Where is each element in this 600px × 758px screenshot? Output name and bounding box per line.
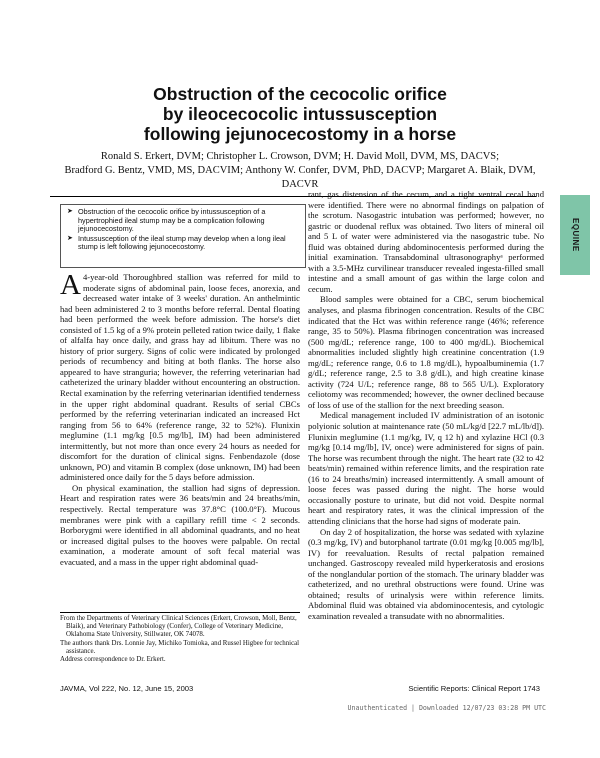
author-list bbox=[50, 150, 550, 192]
body-paragraph: Blood samples were obtained for a CBC, serum biochemical analyses, and plasma fibrinogen concentration. Results of the CBC indicated that the Hct was within reference range (46%; reference range, 35 to 50%). Plasma fibrinogen concentration was increased (500 mg/dL; reference range, 100 to 400 mg/dL). Biochemical abnormalities included slightly high creatinine concentration (1.9 mg/dL; reference range, 0.6 to 1.8 mg/dL), hypoalbuminemia (1.7 g/dL; reference range, 2.5 to 3.8 g/dL), and high creatine kinase activity (724 U/L; reference range, 88 to 565 U/L). Exploratory celiotomy was recommended; however, the owner declined because of loss of use of the stallion for the next breeding season. bbox=[308, 294, 544, 410]
summary-point bbox=[67, 235, 299, 252]
footnote-correspondence: Address correspondence to Dr. Erkert. bbox=[60, 656, 166, 664]
summary-point-text: Intussusception of the ileal stump may develop when a long ileal stump is left following jejunocecostomy. bbox=[78, 233, 286, 252]
article-title bbox=[60, 84, 540, 144]
download-watermark: Unauthenticated | Downloaded 12/07/23 03:28 PM UTC bbox=[347, 704, 546, 712]
body-paragraph: On day 2 of hospitalization, the horse was sedated with xylazine (0.3 mg/kg, IV) and butorphanol tartrate (0.01 mg/kg [0.005 mg/lb], IV) for reevaluation. Results of rectal palpation remained unchanged. Gastroscopy revealed mild hyperkeratosis and erosions of the nonglandular portion of the stomach. The urinary bladder was catheterized, and no urethral obstructions were found. Urine was obtained; results of urinalysis were within reference limits. Abdominal fluid was obtained via abdominocentesis, and cytologic examination revealed a transudate with no abnormalities. bbox=[308, 526, 544, 621]
summary-point bbox=[67, 208, 299, 234]
footnote-rule bbox=[60, 612, 300, 613]
section-tab-equine: EQUINE bbox=[560, 195, 590, 275]
title-line-2: by ileocecocolic intussusception bbox=[162, 104, 438, 124]
journal-citation: JAVMA, Vol 222, No. 12, June 15, 2003 bbox=[60, 684, 194, 693]
left-column bbox=[60, 269, 300, 567]
paragraph-text: 4-year-old Thoroughbred stallion was referred for mild to moderate signs of abdominal pain, loose feces, anorexia, and decreased water intake of 3 weeks' duration. An anthelmintic had been administered 2 to 3 months before referral. Dental floating had been performed the week before admission. The horse's diet consisted of 1.5 kg of a 9% protein pelleted ration twice daily, 1 flake of alfalfa hay once daily, and grass hay ad libitum. There was no history of prior surgery. Signs of colic were indicated by prolonged periods of recumbency and biting at both flanks. The horse also appeared to have stranguria; however, the referring veterinarian had catheterized the urinary bladder without encountering an obstruction. Rectal examination by the referring veterinarian identified tenderness in the upper right abdominal quadrant. Results of serial CBCs performed by the referring veterinarian indicated an increased Hct ranging from 56 to 64% (reference range, 32 to 52%). Flunixin meglumine (1.1 mg/kg [0.5 mg/lb], IM) had been administered intermittently, but not more than once every 24 hours as needed for discomfort for the duration of clinical signs. Fenbendazole (dose unknown, PO) and vitamin B complex (dose unknown, IM) had been administered once daily for the 5 days before admission. bbox=[60, 272, 300, 483]
summary-point-text: Obstruction of the cecocolic orifice by intussusception of a hypertrophied ileal stump may be a complication following jejunocecostomy. bbox=[78, 207, 266, 234]
right-column bbox=[308, 189, 544, 621]
footnote-acknowledgment: The authors thank Drs. Lonnie Jay, Michiko Tomioka, and Russel Higbee for technical assistance. bbox=[60, 639, 300, 655]
body-paragraph: On physical examination, the stallion had signs of depression. Heart and respiration rates were 36 beats/min and 24 breaths/min, respectively. Rectal temperature was 37.8°C (100.0°F). Mucous membranes were pink with a capillary refill time < 2 seconds. Borborygmi were identified in all abdominal quadrants, and no heat or increased digital pulses to the hooves were palpable. On rectal examination, a moderate amount of soft fecal material was evacuated, and a mass in the upper right abdominal quad- bbox=[60, 482, 300, 567]
page-section-and-number: Scientific Reports: Clinical Report 1743 bbox=[408, 684, 540, 693]
body-paragraph: Medical management included IV administration of an isotonic polyionic solution at maintenance rate (50 mL/kg/d [22.7 mL/lb/d]). Flunixin meglumine (1.1 mg/kg, IV, q 12 h) and xylazine HCl (0.3 mg/kg [0.14 mg/lb], IV, once) were administered for signs of pain. The horse was recumbent through the night. The heart rate (32 to 42 beats/min) remained within reference limits, and the respiration rate (16 to 24 breaths/min) increased intermittently. A small amount of loose feces was passed during the night. The horse would occasionally posture to urinate, but did not void. Despite normal heart and respiratory rates, it was the clinical impression of the attending clinicians that the horse had signs of moderate pain. bbox=[308, 410, 544, 526]
body-paragraph bbox=[60, 269, 300, 483]
footnote-affiliation: From the Departments of Veterinary Clinical Sciences (Erkert, Crowson, Moll, Bentz, Blaik), and Veterinary Pathobiology (Confer), College of Veterinary Medicine, Oklahoma State University, Stillwater, OK 74078. bbox=[60, 615, 297, 639]
arrow-bullet-icon: ➤ bbox=[67, 234, 73, 242]
title-line-1: Obstruction of the cecocolic orifice bbox=[153, 84, 447, 104]
summary-box bbox=[60, 204, 306, 268]
title-line-3: following jejunocecostomy in a horse bbox=[143, 124, 457, 144]
drop-cap: A bbox=[60, 269, 81, 301]
footnotes bbox=[60, 615, 300, 664]
authors-line-1: Ronald S. Erkert, DVM; Christopher L. Crowson, DVM; H. David Moll, DVM, MS, DACVS; bbox=[100, 151, 500, 162]
body-paragraph: rant, gas distension of the cecum, and a tight ventral cecal band were identified. There were no abnormal findings on palpation of the scrotum. Nasogastric intubation was performed; however, no gastric or duodenal reflux was obtained. Two liters of mineral oil and 5 L of water were administered via the nasogastric tube. No fluid was obtained during abdominocentesis performed during the initial examination. Transabdominal ultrasonographyᵃ performed with a 3.5-MHz curvilinear transducer revealed ingesta-filled small intestine and a small amount of gas within the large colon and cecum. bbox=[308, 189, 544, 294]
authors-line-2: Bradford G. Bentz, VMD, MS, DACVIM; Anthony W. Confer, DVM, PhD, DACVP; Margaret A. Blaik, DVM, DACVR bbox=[64, 165, 536, 190]
arrow-bullet-icon: ➤ bbox=[67, 208, 73, 215]
